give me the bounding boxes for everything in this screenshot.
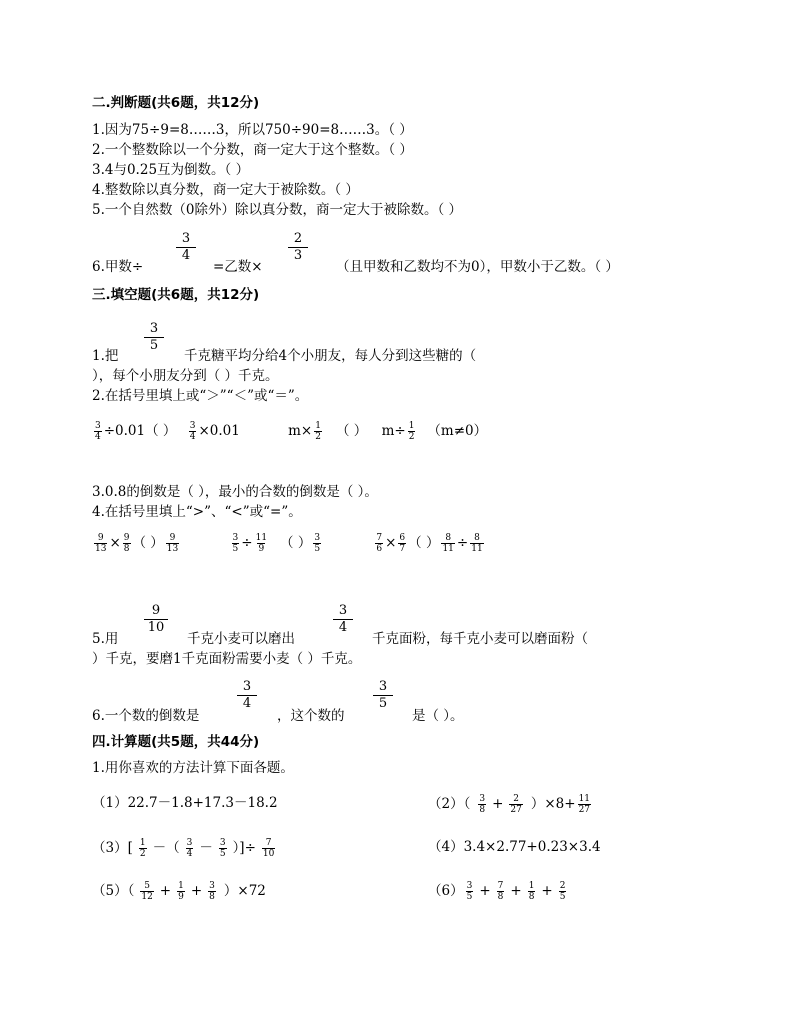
q3-6-fraction-1: 3 4: [237, 679, 257, 712]
section-4-title: 四.计算题(共5题，共44分): [92, 734, 260, 750]
q3-5-fraction-2: 3 4: [333, 603, 353, 636]
calc-problem-6: （6） $\frac{3}{5}$ + $\frac{7}{8}$ + $\frac{1}{8}$ + $\frac{2}{5}$: [428, 881, 566, 902]
q3-1-text-a: 1.把: [92, 348, 119, 364]
calc-problem-3: （3）[ $\frac{1}{2}$ －（ $\frac{3}{4}$ － $\frac{3}{5}$ ）]÷ $\frac{7}{10}$: [92, 838, 275, 859]
question-2-4: 4.整数除以真分数，商一定大于被除数。（ ）: [92, 182, 359, 198]
q2-6-text-b: =乙数×: [213, 259, 263, 275]
q2-6-text-c: （且甲数和乙数均不为0），甲数小于乙数。（ ）: [336, 259, 619, 275]
q3-6-text-a: 6.一个数的倒数是: [92, 708, 200, 724]
question-3-2-expressions: $\frac{3}{4}$ ÷0.01（ ） $\frac{3}{4}$ ×0.01 m× $\frac{1}{2}$ （ ） m÷ $\frac{1}{2}$ （m≠0）: [95, 421, 488, 442]
question-2-2: 2.一个整数除以一个分数，商一定大于这个整数。（ ）: [92, 142, 413, 158]
section-3-title: 三.填空题(共6题，共12分): [92, 287, 260, 303]
calc-problem-4: （4）3.4×2.77+0.23×3.4: [428, 839, 601, 855]
q3-6-fraction-2: 3 5: [373, 679, 393, 712]
question-3-4-title: 4.在括号里填上“>”、“<”或“=”。: [92, 504, 302, 520]
section-2-title: 二.判断题(共6题，共12分): [92, 95, 260, 111]
q3-5-text-b: 千克小麦可以磨出: [187, 631, 295, 647]
calc-problem-5: （5）（ $\frac{5}{12}$ + $\frac{1}{9}$ + $\frac{3}{8}$ ）×72: [92, 881, 266, 902]
question-3-4-expressions: $\frac{9}{13}$ × $\frac{9}{8}$ （ ） $\frac{9}{13}$ $\frac{3}{5}$ ÷ $\frac{11}{9}$ （ ） $\frac{3}{5}$ $\frac{7}{6}$ × $\frac{6}{7}$ （ ） $\frac{8}{11}$ ÷ $\frac{8}{11}$: [95, 533, 483, 554]
question-2-3: 3.4与0.25互为倒数。（ ）: [92, 162, 250, 178]
q3-1-fraction: 3 5: [144, 321, 164, 354]
calc-problem-1: （1）22.7－1.8+17.3－18.2: [92, 795, 278, 811]
q2-6-fraction-2: 2 3: [288, 231, 308, 264]
q3-1-text-b: 千克糖平均分给4个小朋友，每人分到这些糖的（: [184, 348, 477, 364]
question-4-1: 1.用你喜欢的方法计算下面各题。: [92, 760, 294, 776]
q3-5-fraction-1: 9 10: [144, 603, 168, 636]
q3-5-text-a: 5.用: [92, 631, 119, 647]
question-2-1: 1.因为75÷9=8……3，所以750÷90=8……3。（ ）: [92, 122, 413, 138]
q3-6-text-b: ，这个数的: [277, 708, 345, 724]
q3-6-text-c: 是（ ）。: [412, 708, 464, 724]
q3-1-text-c: ），每个小朋友分到（ ）千克。: [92, 368, 279, 384]
question-3-2-title: 2.在括号里填上或“＞”“＜”或“＝”。: [92, 388, 309, 404]
q2-6-fraction-1: 3 4: [176, 231, 196, 264]
q3-5-text-c: 千克面粉，每千克小麦可以磨面粉（: [372, 631, 588, 647]
calc-problem-2: （2）（ $\frac{3}{8}$ + $\frac{2}{27}$ ）×8+ $\frac{11}{27}$: [428, 794, 591, 815]
question-2-5: 5.一个自然数（0除外）除以真分数，商一定大于被除数。（ ）: [92, 202, 463, 218]
question-3-3: 3.0.8的倒数是（ ），最小的合数的倒数是（ ）。: [92, 484, 378, 500]
q3-5-text-d: ）千克，要磨1千克面粉需要小麦（ ）千克。: [92, 651, 362, 667]
q2-6-text-a: 6.甲数÷: [92, 259, 144, 275]
